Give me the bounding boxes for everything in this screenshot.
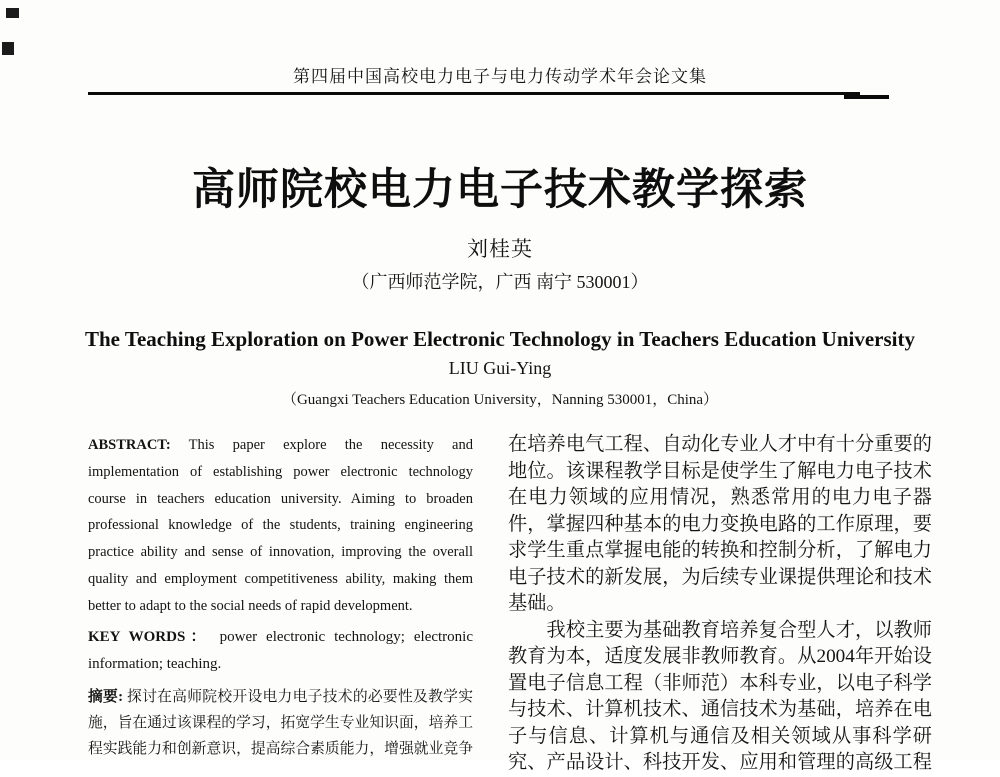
header-rule-segment (844, 95, 889, 99)
text-line: 施，旨在通过该课程的学习，拓宽学生专业知识面，培养工 (88, 714, 473, 731)
right-column (508, 432, 932, 773)
abstract-lines (88, 459, 473, 620)
affiliation-en: （Guangxi Teachers Education University，Nanning 530001，China） (281, 392, 719, 408)
left-column (88, 432, 473, 760)
text-line: better to adapt to the social needs of rapid development. (88, 597, 413, 614)
text-line: 地位。该课程教学目标是使学生了解电力电子技术 (508, 460, 932, 482)
header-rule (88, 92, 860, 95)
paper-title-en: The Teaching Exploration on Power Electronic Technology in Teachers Education University (85, 327, 915, 351)
text-line: 置电子信息工程（非师范）本科专业，以电子科学 (508, 672, 932, 694)
text-line: 在培养电气工程、自动化专业人才中有十分重要的 (508, 434, 932, 455)
keywords-first-line-text: power electronic technology; electronic (219, 628, 474, 645)
abstract-label: ABSTRACT: (88, 437, 171, 453)
scan-artifact-speck (2, 42, 14, 55)
text-line: quality and employment competitiveness ability, making them (88, 570, 473, 587)
abstract-cn-first-line (88, 684, 473, 710)
text-line: 与技术、计算机技术、通信技术为基础，培养在电 (508, 699, 932, 720)
keywords-section (88, 624, 473, 678)
text-line: information; teaching. (88, 655, 222, 672)
text-line: 教育为本，适度发展非教师教育。从2004年开始设 (508, 646, 932, 667)
text-line: 件，掌握四种基本的电力变换电路的工作原理，要 (508, 513, 932, 535)
abstract-en-section (88, 432, 473, 620)
abstract-first-line-text: This paper explore the necessity and (188, 437, 473, 453)
text-line: 我校主要为基础教育培养复合型人才，以教师 (508, 619, 932, 641)
keywords-first-line (88, 624, 473, 651)
text-line: professional knowledge of the students, training engineering (88, 517, 473, 534)
keywords-lines (88, 651, 473, 678)
abstract-cn-label: 摘要: (88, 688, 124, 705)
text-line: 子与信息、计算机与通信及相关领域从事科学研 (508, 725, 932, 747)
text-line: 电子技术的新发展，为后续专业课提供理论和技术 (508, 566, 932, 588)
text-line: practice ability and sense of innovation, improving the overall (88, 544, 473, 561)
text-line: 基础。 (508, 593, 566, 614)
abstract-first-line (88, 432, 473, 459)
scan-artifact-speck (6, 8, 19, 18)
text-line: 究、产品设计、科技开发、应用和管理的高级工程 (508, 752, 932, 773)
author-name-en: LIU Gui-Ying (448, 358, 552, 378)
body-paragraph-1 (508, 432, 932, 618)
text-line: implementation of establishing power electronic technology (88, 463, 473, 480)
abstract-cn-lines (88, 710, 473, 762)
abstract-cn-first-line-text: 探讨在高师院校开设电力电子技术的必要性及教学实 (127, 688, 473, 705)
text-line: 在电力领域的应用情况，熟悉常用的电力电子器 (508, 487, 932, 508)
running-head: 第四届中国高校电力电子与电力传动学术年会论文集 (293, 67, 707, 86)
paper-title-cn: 高师院校电力电子技术教学探索 (192, 166, 808, 214)
author-name-cn: 刘桂英 (467, 237, 533, 261)
text-line: 程实践能力和创新意识，提高综合素质能力，增强就业竞争 (88, 740, 473, 757)
abstract-cn-section (88, 684, 473, 762)
affiliation-cn: （广西师范学院，广西 南宁 530001） (351, 272, 649, 292)
keywords-label: KEY WORDS： (88, 628, 211, 645)
text-line: course in teachers education university. Aiming to broaden (88, 490, 473, 507)
body-paragraph-2 (508, 618, 932, 777)
text-line: 求学生重点掌握电能的转换和控制分析，了解电力 (508, 540, 932, 561)
